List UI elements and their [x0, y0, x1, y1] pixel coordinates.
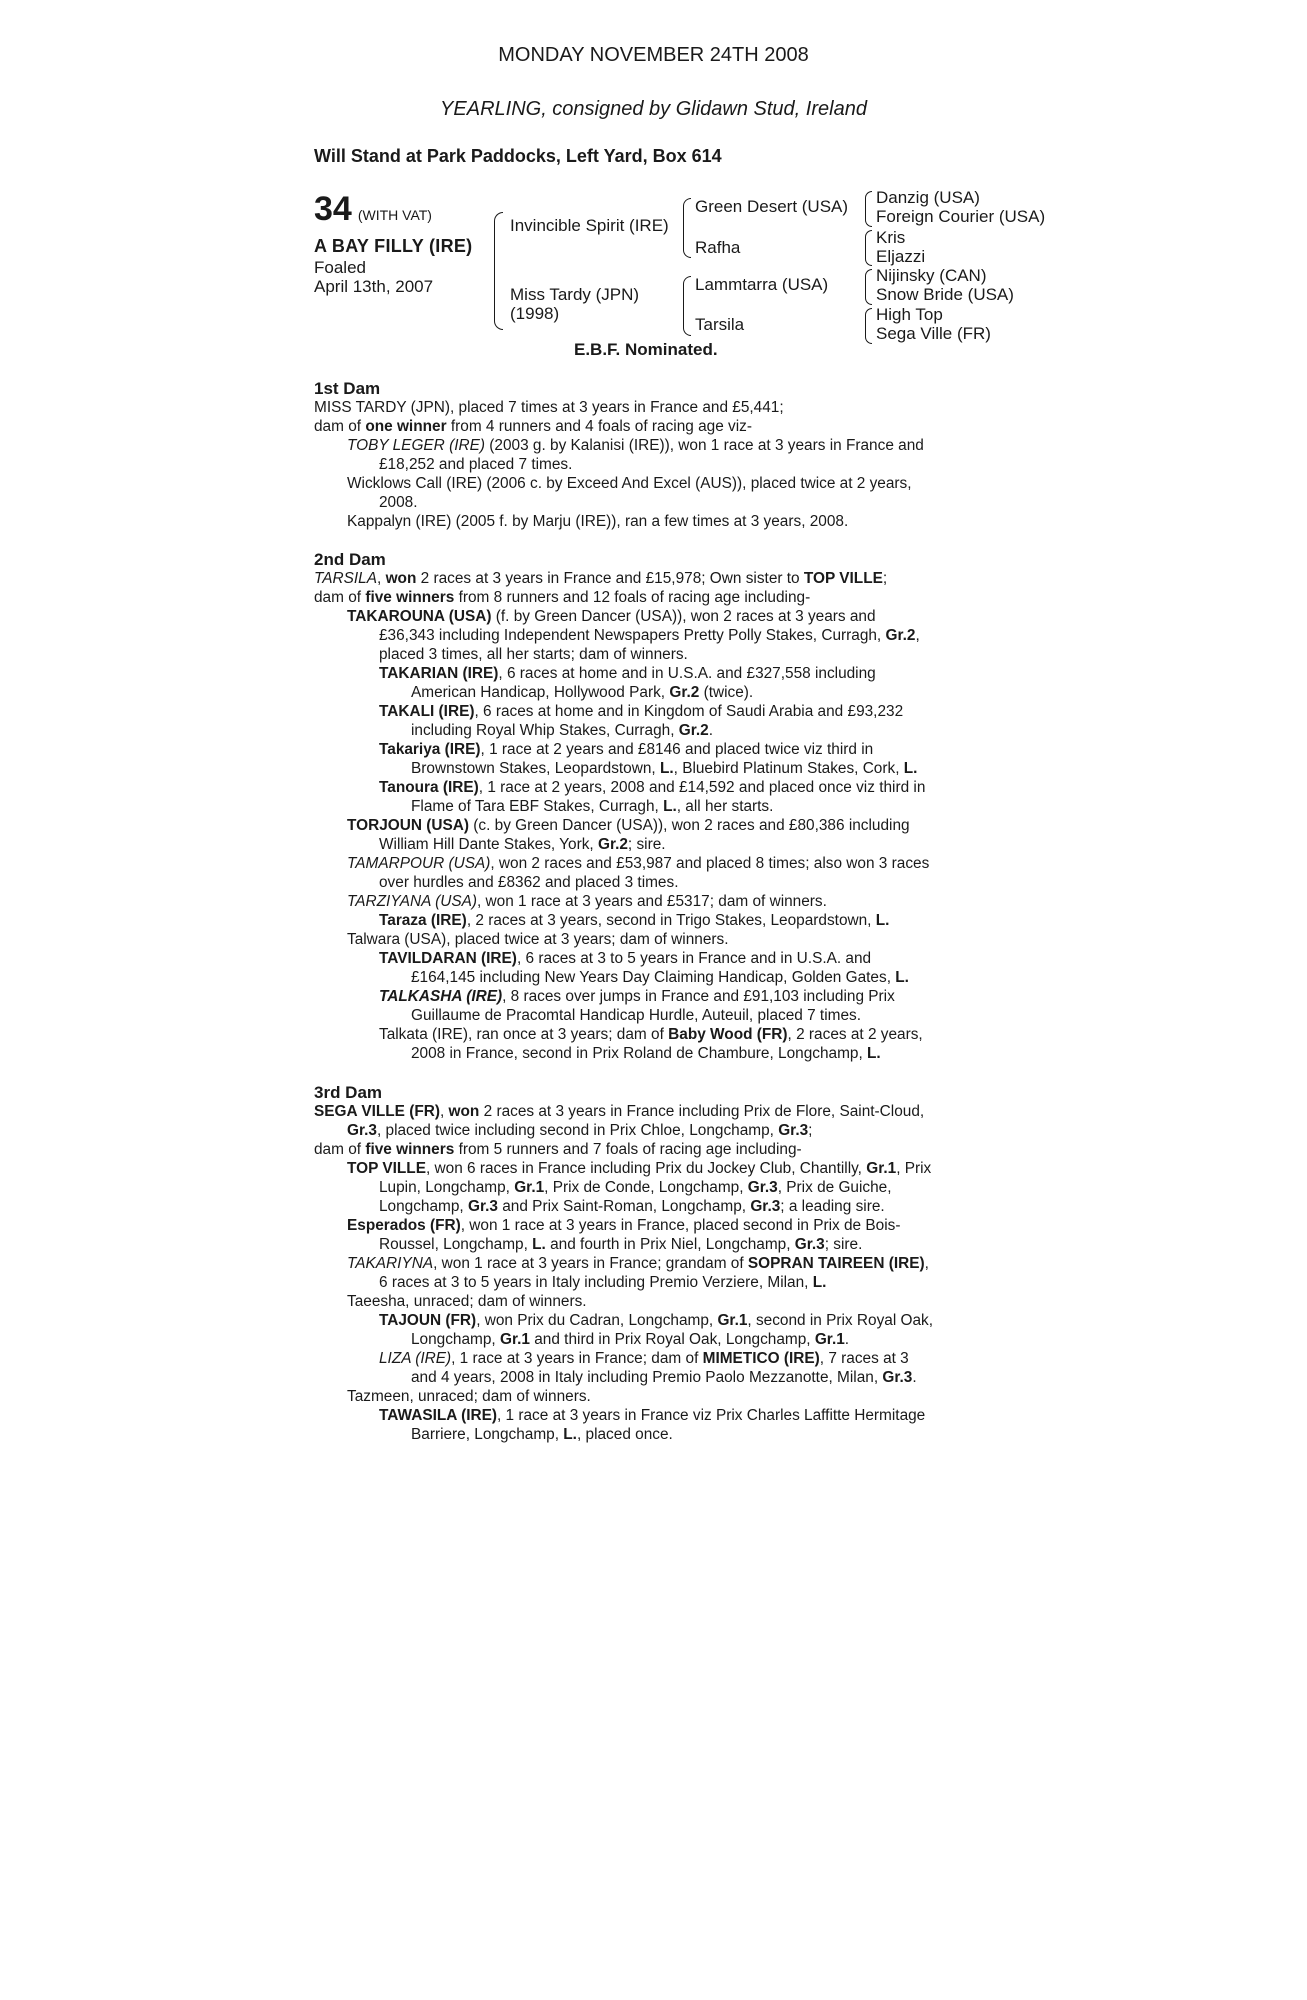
progeny-entry-cont: £18,252 and placed 7 times. — [379, 456, 573, 473]
ebf-nominated: E.B.F. Nominated. — [574, 340, 718, 359]
progeny-entry-cont: 6 races at 3 to 5 years in Italy including Premio Verziere, Milan, L. — [379, 1274, 827, 1291]
brace-g3 — [865, 269, 872, 305]
progeny-entry: TAKALI (IRE), 6 races at home and in Kingdom of Saudi Arabia and £93,232 — [379, 703, 904, 720]
progeny-entry: Tazmeen, unraced; dam of winners. — [347, 1388, 591, 1405]
pedigree-g2: Foreign Courier (USA) — [876, 207, 1046, 226]
foaled-info — [314, 258, 433, 296]
pedigree-g8: Sega Ville (FR) — [876, 324, 991, 343]
progeny-entry-cont: Barriere, Longchamp, L., placed once. — [411, 1426, 673, 1443]
sale-date: MONDAY NOVEMBER 24TH 2008 — [498, 44, 809, 66]
progeny-entry-cont: William Hill Dante Stakes, York, Gr.2; sire. — [379, 836, 666, 853]
progeny-entry-cont: Flame of Tara EBF Stakes, Curragh, L., all her starts. — [411, 798, 774, 815]
first-dam-line: MISS TARDY (JPN), placed 7 times at 3 years in France and £5,441; — [314, 399, 784, 416]
vat-note: (WITH VAT) — [357, 207, 432, 223]
brace-g4 — [865, 308, 872, 344]
third-dam-line: dam of five winners from 5 runners and 7 foals of racing age including- — [314, 1141, 802, 1158]
progeny-entry-cont: Longchamp, Gr.3 and Prix Saint-Roman, Longchamp, Gr.3; a leading sire. — [379, 1198, 885, 1215]
lot-number: 34 — [314, 190, 352, 228]
progeny-entry: Takariya (IRE), 1 race at 2 years and £8146 and placed twice viz third in — [379, 741, 874, 758]
consignor-line: YEARLING, consigned by Glidawn Stud, Ireland — [440, 98, 867, 120]
progeny-entry: Taraza (IRE), 2 races at 3 years, second in Trigo Stakes, Leopardstown, L. — [379, 912, 890, 929]
second-dam-line: dam of five winners from 8 runners and 12 foals of racing age including- — [314, 589, 811, 606]
brace-g2 — [865, 230, 872, 266]
horse-name: A BAY FILLY (IRE) — [314, 236, 473, 256]
foaled-label: Foaled — [314, 258, 366, 277]
progeny-entry-cont: and 4 years, 2008 in Italy including Premio Paolo Mezzanotte, Milan, Gr.3. — [411, 1369, 917, 1386]
third-dam-line: SEGA VILLE (FR), won 2 races at 3 years in France including Prix de Flore, Saint-Cloud, — [314, 1103, 925, 1120]
first-dam-section — [314, 379, 996, 531]
brace-parents — [494, 212, 503, 330]
pedigree-g1: Danzig (USA) — [876, 188, 980, 207]
pedigree-sire-sire: Green Desert (USA) — [695, 197, 849, 216]
progeny-entry-cont: placed 3 times, all her starts; dam of winners. — [379, 646, 688, 663]
progeny-entry: TAVILDARAN (IRE), 6 races at 3 to 5 years in France and in U.S.A. and — [379, 950, 872, 967]
progeny-entry: TAJOUN (FR), won Prix du Cadran, Longchamp, Gr.1, second in Prix Royal Oak, — [379, 1312, 934, 1329]
progeny-entry-cont: Brownstown Stakes, Leopardstown, L., Bluebird Platinum Stakes, Cork, L. — [411, 760, 918, 777]
pedigree-dam-dam: Tarsila — [695, 315, 745, 334]
progeny-entry: Esperados (FR), won 1 race at 3 years in France, placed second in Prix de Bois- — [347, 1217, 901, 1234]
pedigree-dam-sire: Lammtarra (USA) — [695, 275, 829, 294]
first-dam-line: dam of one winner from 4 runners and 4 foals of racing age viz- — [314, 418, 752, 435]
third-dam-line: Gr.3, placed twice including second in Prix Chloe, Longchamp, Gr.3; — [347, 1122, 813, 1139]
progeny-entry: TORJOUN (USA) (c. by Green Dancer (USA)), won 2 races and £80,386 including — [347, 817, 910, 834]
progeny-entry: TAMARPOUR (USA), won 2 races and £53,987 and placed 8 times; also won 3 races — [347, 855, 930, 872]
progeny-entry: TAKARIAN (IRE), 6 races at home and in U.S.A. and £327,558 including — [379, 665, 876, 682]
progeny-entry-cont: Roussel, Longchamp, L. and fourth in Prix Niel, Longchamp, Gr.3; sire. — [379, 1236, 863, 1253]
foaled-date: April 13th, 2007 — [314, 277, 434, 296]
progeny-entry: TAKARIYNA, won 1 race at 3 years in France; grandam of SOPRAN TAIREEN (IRE), — [347, 1255, 929, 1272]
progeny-entry: LIZA (IRE), 1 race at 3 years in France; dam of MIMETICO (IRE), 7 races at 3 — [379, 1350, 909, 1367]
pedigree-sire-dam: Rafha — [695, 238, 741, 257]
progeny-entry-cont: £164,145 including New Years Day Claiming Handicap, Golden Gates, L. — [411, 969, 909, 986]
progeny-entry: Wicklows Call (IRE) (2006 c. by Exceed And Excel (AUS)), placed twice at 2 years, — [347, 475, 912, 492]
second-dam-heading: 2nd Dam — [314, 550, 386, 569]
progeny-entry: Taeesha, unraced; dam of winners. — [347, 1293, 587, 1310]
pedigree-g7: High Top — [876, 305, 943, 324]
progeny-entry-cont: £36,343 including Independent Newspapers Pretty Polly Stakes, Curragh, Gr.2, — [379, 627, 920, 644]
brace-sire — [683, 198, 691, 258]
pedigree-dam: Miss Tardy (JPN) — [510, 285, 640, 304]
progeny-entry-cont: American Handicap, Hollywood Park, Gr.2 (twice). — [411, 684, 754, 701]
progeny-entry-cont: Guillaume de Pracomtal Handicap Hurdle, Auteuil, placed 7 times. — [411, 1007, 861, 1024]
progeny-entry-cont: including Royal Whip Stakes, Curragh, Gr.2. — [411, 722, 713, 739]
progeny-entry: TOP VILLE, won 6 races in France including Prix du Jockey Club, Chantilly, Gr.1, Prix — [347, 1160, 932, 1177]
third-dam-heading: 3rd Dam — [314, 1083, 383, 1102]
progeny-entry: TOBY LEGER (IRE) (2003 g. by Kalanisi (IRE)), won 1 race at 3 years in France and — [347, 437, 924, 454]
progeny-entry: Talwara (USA), placed twice at 3 years; dam of winners. — [347, 931, 729, 948]
progeny-entry: TARZIYANA (USA), won 1 race at 3 years and £5317; dam of winners. — [347, 893, 827, 910]
first-dam-heading: 1st Dam — [314, 379, 381, 398]
progeny-entry: Kappalyn (IRE) (2005 f. by Marju (IRE)), ran a few times at 3 years, 2008. — [347, 513, 849, 530]
progeny-entry-cont: over hurdles and £8362 and placed 3 times. — [379, 874, 679, 891]
lot-header — [314, 190, 432, 229]
second-dam-section — [314, 550, 996, 1063]
progeny-entry: Talkata (IRE), ran once at 3 years; dam of Baby Wood (FR), 2 races at 2 years, — [379, 1026, 923, 1043]
pedigree-g3: Kris — [876, 228, 906, 247]
pedigree-g6: Snow Bride (USA) — [876, 285, 1014, 304]
progeny-entry: TAKAROUNA (USA) (f. by Green Dancer (USA)), won 2 races at 3 years and — [347, 608, 876, 625]
second-dam-line: TARSILA, won 2 races at 3 years in France and £15,978; Own sister to TOP VILLE; — [314, 570, 888, 587]
progeny-entry-cont: 2008 in France, second in Prix Roland de Chambure, Longchamp, L. — [411, 1045, 881, 1062]
brace-g1 — [865, 191, 872, 227]
progeny-entry: Tanoura (IRE), 1 race at 2 years, 2008 and £14,592 and placed once viz third in — [379, 779, 926, 796]
progeny-entry-cont: Longchamp, Gr.1 and third in Prix Royal Oak, Longchamp, Gr.1. — [411, 1331, 850, 1348]
third-dam-section — [314, 1083, 996, 1444]
progeny-entry-cont: 2008. — [379, 494, 418, 511]
progeny-entry: TALKASHA (IRE), 8 races over jumps in France and £91,103 including Prix — [379, 988, 895, 1005]
pedigree-g4: Eljazzi — [876, 247, 926, 266]
stand-location: Will Stand at Park Paddocks, Left Yard, Box 614 — [314, 146, 722, 166]
progeny-entry: TAWASILA (IRE), 1 race at 3 years in France viz Prix Charles Laffitte Hermitage — [379, 1407, 926, 1424]
brace-dam — [683, 276, 691, 336]
pedigree-g5: Nijinsky (CAN) — [876, 266, 987, 285]
pedigree-dam-year: (1998) — [510, 304, 560, 323]
progeny-entry-cont: Lupin, Longchamp, Gr.1, Prix de Conde, Longchamp, Gr.3, Prix de Guiche, — [379, 1179, 892, 1196]
pedigree-sire: Invincible Spirit (IRE) — [510, 216, 669, 235]
